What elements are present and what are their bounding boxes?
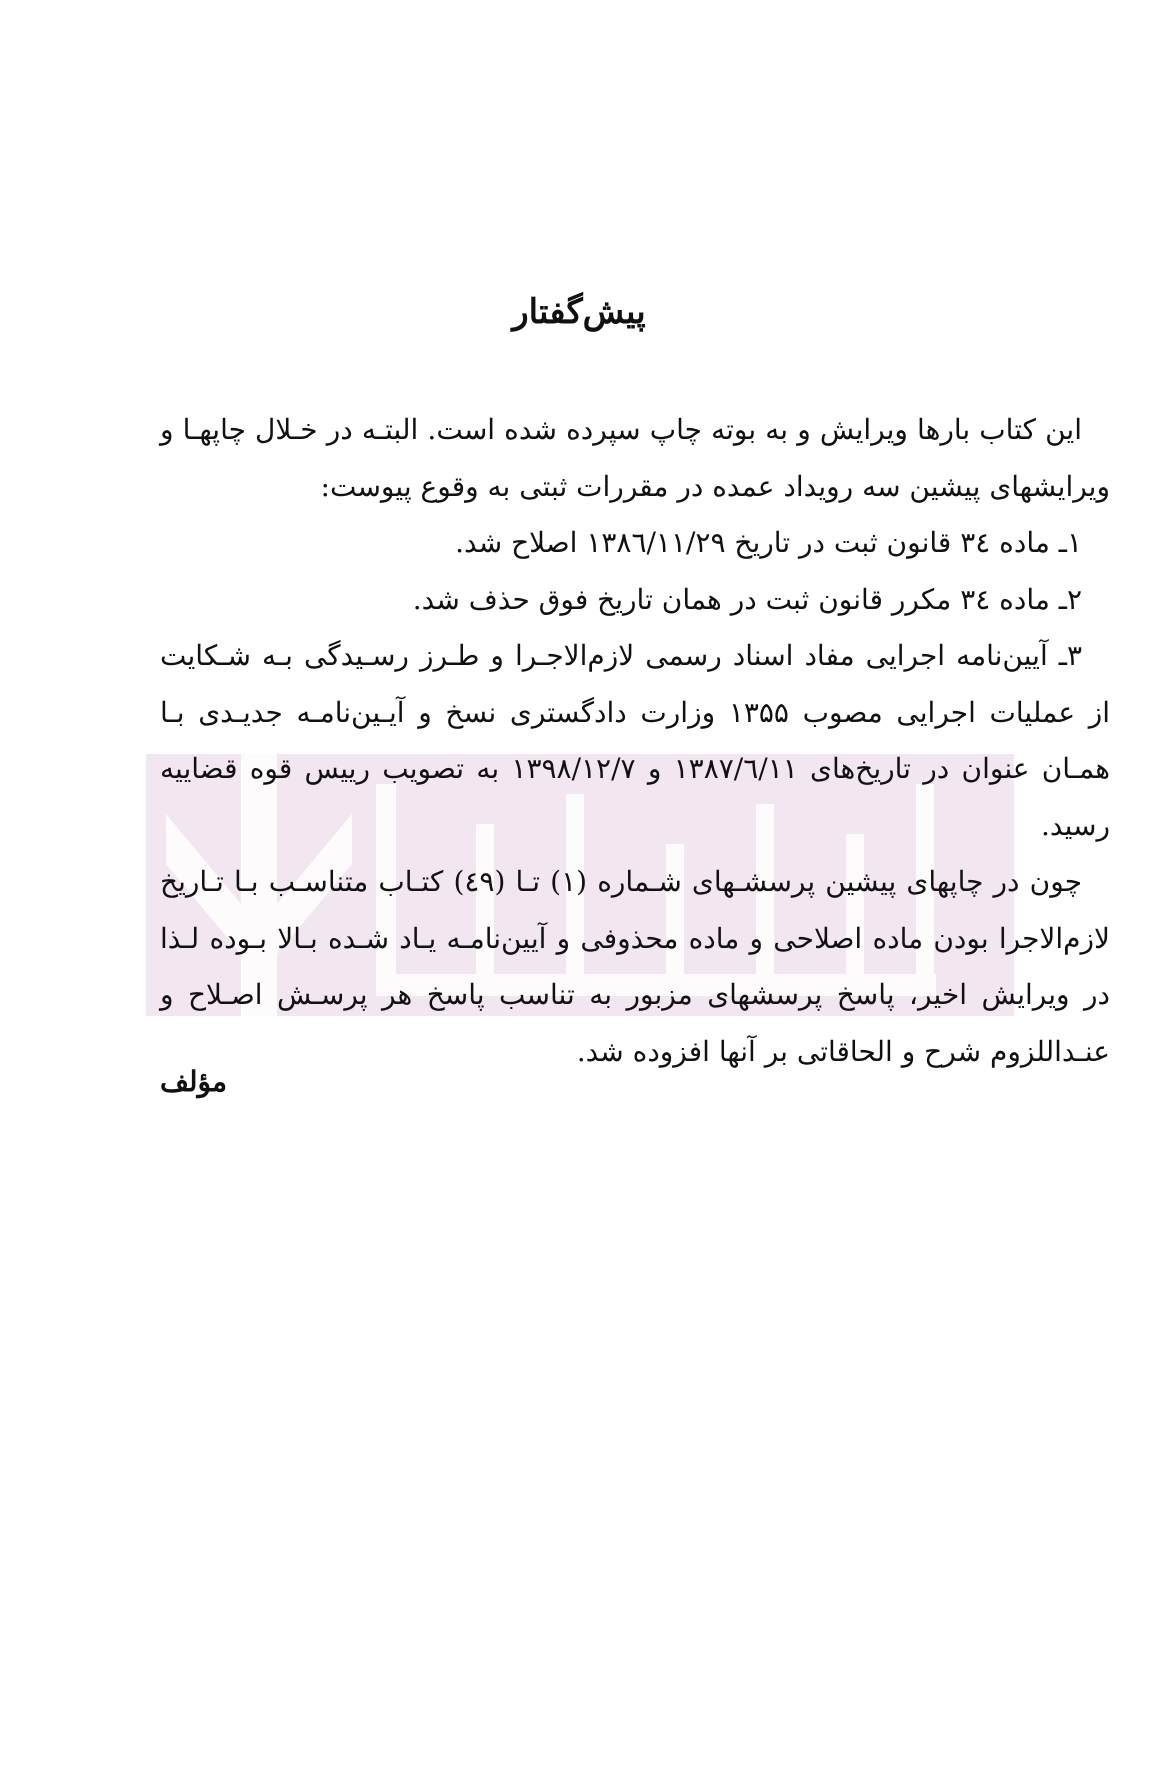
list-item-3: ۳ـ آیین‌نامه اجرایی مفاد اسناد رسمی لازم‌الاجـرا و طـرز رسـیدگی بـه شـکایت از عملیات اجرایی مصوب ۱۳۵۵ وزارت دادگستری نسخ و آیـین‌نامـه جدیـدی بـا همـان عنوان در تاریخ‌های ۱۳۸۷/٦/۱۱ و ۱۳۹۸/۱۲/۷ به تصویب رییس قوه قضاییه رسید.	[160, 639, 1110, 842]
body-text	[160, 402, 1110, 1080]
page-title: پیش‌گفتار	[512, 292, 646, 332]
list-item-1: ۱ـ ماده ۳٤ قانون ثبت در تاریخ ۱۳۸٦/۱۱/۲۹ اصلاح شد.	[455, 526, 1082, 559]
paragraph-intro: این کتاب بارها ویرایش و به بوته چاپ سپرده شده است. البتـه در خـلال چاپهـا و ویرایشهای پیشین سه رویداد عمده در مقررات ثبتی به وقوع پیوست:	[160, 413, 1110, 503]
paragraph-closing: چون در چاپهای پیشین پرسشـهای شـماره (۱) تـا (٤۹) کتـاب متناسـب بـا تـاریخ لازم‌الاجرا بودن ماده اصلاحی و ماده محذوفی و آیین‌نامـه یـاد شـده بـالا بـوده لـذا در ویرایش اخیر، پاسخ پرسشهای مزبور به تناسب پاسخ هر پرسـش اصـلاح و عنـداللزوم شرح و الحاقاتی بر آنها افزوده شد.	[160, 865, 1110, 1068]
author-signature: مؤلف	[160, 1065, 227, 1098]
list-item-2: ۲ـ ماده ۳٤ مکرر قانون ثبت در همان تاریخ فوق حذف شد.	[412, 582, 1082, 616]
